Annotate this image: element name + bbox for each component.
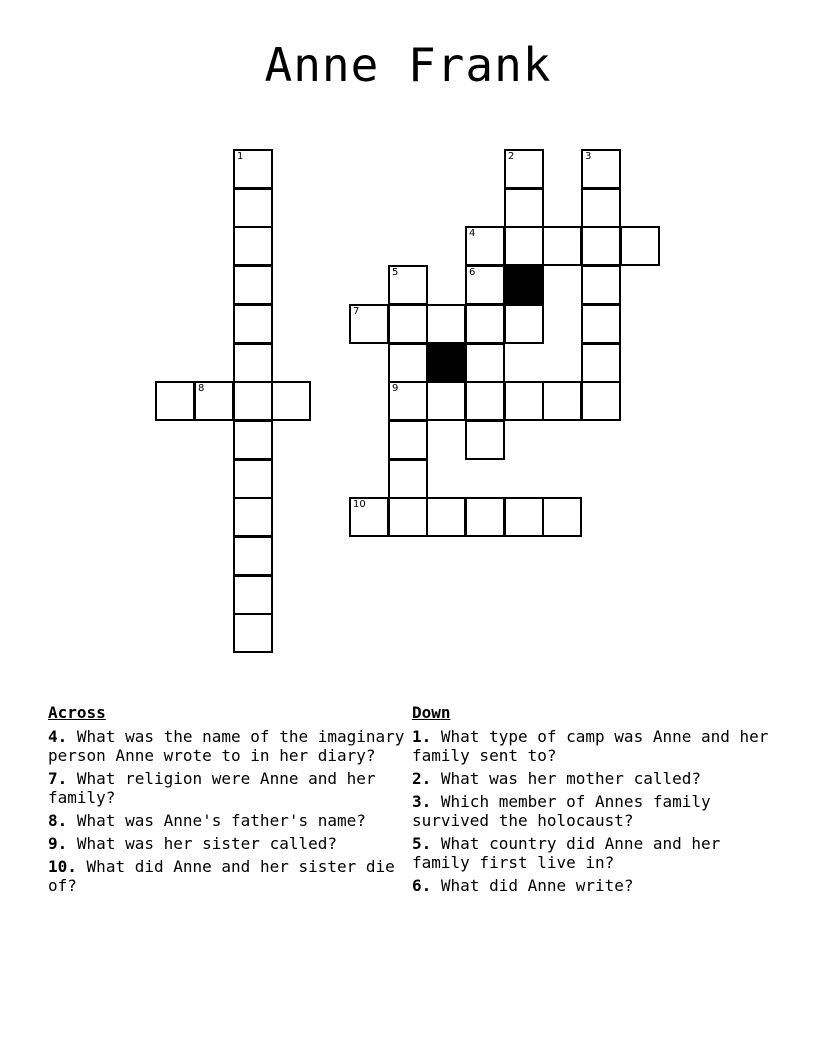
crossword-cell[interactable] (581, 304, 621, 344)
crossword-cell[interactable] (581, 188, 621, 228)
crossword-cell[interactable] (542, 226, 582, 266)
across-clue-9: 9. What was her sister called? (48, 834, 337, 853)
crossword-cell[interactable] (233, 149, 273, 189)
crossword-cell[interactable] (426, 304, 466, 344)
crossword-cell[interactable] (233, 381, 273, 421)
crossword-cell[interactable] (465, 343, 505, 383)
cell-number: 1 (237, 151, 244, 162)
crossword-cell[interactable] (504, 188, 544, 228)
across-clue-4: 4. What was the name of the imaginary person Anne wrote to in her diary? (48, 727, 405, 765)
cell-number: 5 (392, 267, 399, 278)
crossword-cell[interactable] (349, 304, 389, 344)
cell-number: 3 (585, 151, 592, 162)
crossword-cell[interactable] (233, 536, 273, 576)
crossword-cell[interactable] (504, 381, 544, 421)
crossword-cell[interactable] (388, 497, 428, 537)
crossword-cell[interactable] (155, 381, 195, 421)
crossword-cell[interactable] (581, 381, 621, 421)
crossword-cell[interactable] (388, 343, 428, 383)
across-clue-8: 8. What was Anne's father's name? (48, 811, 366, 830)
crossword-cell[interactable] (233, 226, 273, 266)
down-clue-5: 5. What country did Anne and her family first live in? (412, 834, 721, 872)
crossword-cell[interactable] (233, 188, 273, 228)
crossword-cell[interactable] (233, 575, 273, 615)
across-clues (48, 703, 410, 899)
crossword-cell[interactable] (581, 343, 621, 383)
crossword-cell[interactable] (465, 497, 505, 537)
down-clues (412, 703, 782, 899)
across-clue-7: 7. What religion were Anne and her family? (48, 769, 376, 807)
cell-number: 8 (198, 383, 205, 394)
crossword-cell[interactable] (465, 304, 505, 344)
down-clue-2: 2. What was her mother called? (412, 769, 701, 788)
down-clue-1: 1. What type of camp was Anne and her family sent to? (412, 727, 769, 765)
down-clue-6: 6. What did Anne write? (412, 876, 634, 895)
crossword-cell[interactable] (233, 420, 273, 460)
crossword-cell[interactable] (465, 381, 505, 421)
crossword-cell[interactable] (388, 265, 428, 305)
cell-number: 2 (508, 151, 515, 162)
cell-number: 6 (469, 267, 476, 278)
crossword-cell[interactable] (620, 226, 660, 266)
crossword-cell[interactable] (233, 613, 273, 653)
crossword-cell[interactable] (233, 304, 273, 344)
cell-number: 4 (469, 228, 476, 239)
crossword-cell[interactable] (581, 265, 621, 305)
crossword-cell[interactable] (194, 381, 234, 421)
across-heading: Across (48, 703, 106, 722)
crossword-cell[interactable] (233, 497, 273, 537)
crossword-cell[interactable] (271, 381, 311, 421)
crossword-cell[interactable] (388, 420, 428, 460)
cell-number: 10 (353, 499, 366, 510)
crossword-cell[interactable] (504, 149, 544, 189)
across-clue-10: 10. What did Anne and her sister die of? (48, 857, 395, 895)
crossword-cell[interactable] (504, 226, 544, 266)
down-clue-3: 3. Which member of Annes family survived the holocaust? (412, 792, 711, 830)
crossword-cell[interactable] (233, 265, 273, 305)
crossword-cell[interactable] (504, 304, 544, 344)
crossword-cell[interactable] (233, 459, 273, 499)
crossword-cell[interactable] (581, 226, 621, 266)
crossword-cell[interactable] (581, 149, 621, 189)
crossword-cell[interactable] (465, 265, 505, 305)
crossword-cell[interactable] (426, 381, 466, 421)
down-heading: Down (412, 703, 451, 722)
crossword-cell[interactable] (465, 420, 505, 460)
crossword-cell[interactable] (504, 497, 544, 537)
crossword-cell[interactable] (426, 497, 466, 537)
black-cell (504, 265, 544, 305)
cell-number: 7 (353, 306, 360, 317)
crossword-cell[interactable] (465, 226, 505, 266)
crossword-cell[interactable] (233, 343, 273, 383)
crossword-cell[interactable] (542, 381, 582, 421)
crossword-cell[interactable] (388, 304, 428, 344)
crossword-cell[interactable] (542, 497, 582, 537)
cell-number: 9 (392, 383, 399, 394)
crossword-cell[interactable] (388, 459, 428, 499)
page-title: Anne Frank (264, 38, 552, 92)
crossword-cell[interactable] (349, 497, 389, 537)
crossword-cell[interactable] (388, 381, 428, 421)
black-cell (426, 343, 466, 383)
